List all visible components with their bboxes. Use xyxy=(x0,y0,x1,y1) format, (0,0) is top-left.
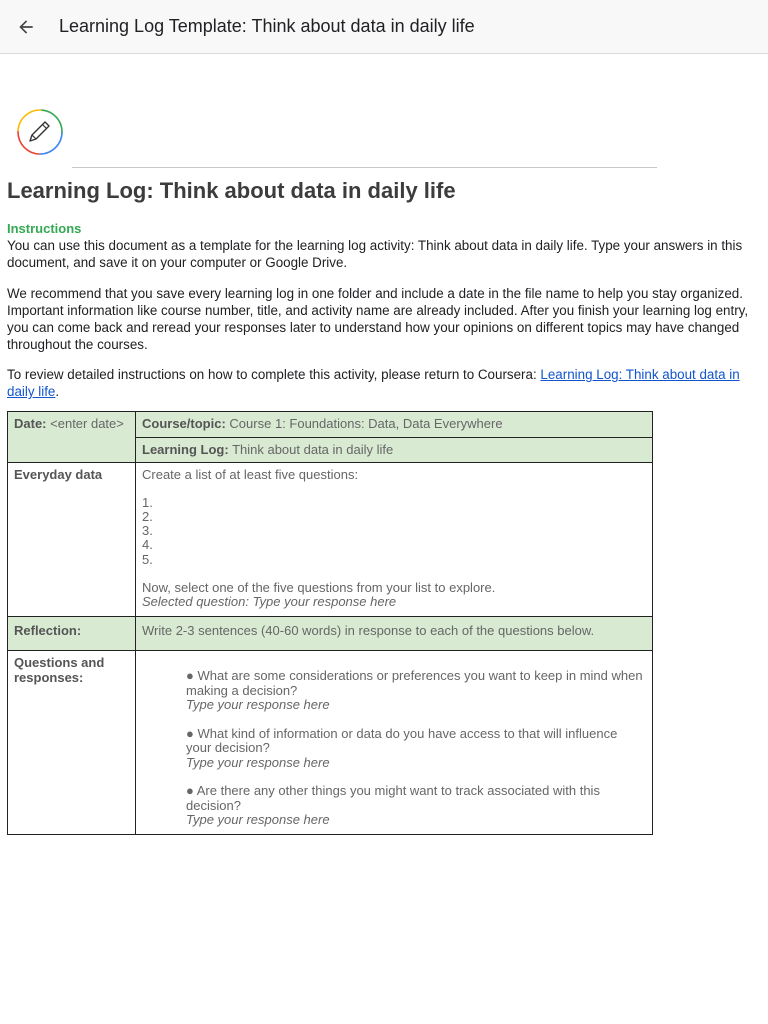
reflection-cell xyxy=(136,616,653,651)
questions-responses-label: Questions and responses: xyxy=(14,655,105,685)
question-text: ● Are there any other things you might want to track associated with this decision? xyxy=(186,783,600,813)
selected-question-value: : Type your response here xyxy=(245,594,397,610)
pencil-circle-logo xyxy=(16,108,64,156)
instructions-heading: Instructions xyxy=(7,221,82,236)
response-placeholder[interactable]: Type your response here xyxy=(186,697,330,713)
document-title: Learning Log: Think about data in daily life xyxy=(7,178,456,203)
learning-log-value: Think about data in daily life xyxy=(232,441,394,457)
response-placeholder[interactable]: Type your response here xyxy=(186,754,330,770)
paragraph-3-prefix: To review detailed instructions on how to complete this activity, please return to Coursera: xyxy=(7,367,541,382)
top-app-bar xyxy=(0,0,768,54)
everyday-data-label: Everyday data xyxy=(14,467,103,482)
questions-label-cell xyxy=(8,651,136,835)
question-number-list xyxy=(142,496,646,567)
date-label: Date: xyxy=(14,416,47,431)
instructions-paragraph-2: We recommend that you save every learning log in one folder and include a date in the file name to help you stay organized. Important information like course number, title, and activity name are already included. After you finish your learning log entry, you can come back and reread your responses later to understand how your opinions on different topics may have changed throughout the courses. xyxy=(7,286,749,352)
question-text: ● What kind of information or data do you have access to that will influence your decision? xyxy=(186,725,618,756)
instructions-paragraph-3 xyxy=(7,366,763,400)
list-item: 3. xyxy=(142,523,153,539)
list-item: 5. xyxy=(142,551,153,567)
everyday-intro: Create a list of at least five questions: xyxy=(142,467,359,482)
coursera-activity-link[interactable]: Learning Log: Think about data in daily life xyxy=(7,367,740,399)
question-item xyxy=(186,784,646,828)
back-button[interactable] xyxy=(0,0,52,54)
everyday-data-cell[interactable] xyxy=(136,463,653,617)
course-cell xyxy=(136,412,653,438)
course-label: Course/topic: xyxy=(142,416,226,431)
list-item: 4. xyxy=(142,537,153,553)
response-placeholder[interactable]: Type your response here xyxy=(186,812,330,828)
course-value: Course 1: Foundations: Data, Data Everywhere xyxy=(229,416,503,431)
selected-question-label: Selected question xyxy=(142,594,246,610)
question-text: ● What are some considerations or preferences you want to keep in mind when making a decision? xyxy=(186,668,643,698)
learning-log-cell xyxy=(136,437,653,463)
question-item xyxy=(186,669,646,713)
date-value: <enter date> xyxy=(50,416,124,431)
selected-question-line xyxy=(142,595,646,610)
reflection-label: Reflection: xyxy=(14,622,82,638)
everyday-data-label-cell xyxy=(8,463,136,617)
questions-list xyxy=(142,669,646,828)
arrow-left-icon xyxy=(16,17,36,37)
list-item: 2. xyxy=(142,508,153,524)
questions-cell[interactable] xyxy=(136,651,653,835)
horizontal-divider xyxy=(72,167,657,168)
question-item xyxy=(186,727,646,771)
select-instruction: Now, select one of the five questions from your list to explore. xyxy=(142,579,496,595)
date-cell[interactable] xyxy=(8,412,136,463)
instructions-paragraph-1: You can use this document as a template for the learning log activity: Think about data in daily life. Type your answers in this document, and save it on your computer or Google Drive. xyxy=(7,238,743,270)
reflection-label-cell xyxy=(8,616,136,651)
paragraph-3-suffix: . xyxy=(55,384,60,399)
learning-log-table xyxy=(7,411,653,835)
window-title: Learning Log Template: Think about data in daily life xyxy=(59,16,475,36)
learning-log-label: Learning Log: xyxy=(142,441,229,457)
reflection-text: Write 2-3 sentences (40-60 words) in response to each of the questions below. xyxy=(142,622,595,638)
list-item: 1. xyxy=(142,494,153,510)
